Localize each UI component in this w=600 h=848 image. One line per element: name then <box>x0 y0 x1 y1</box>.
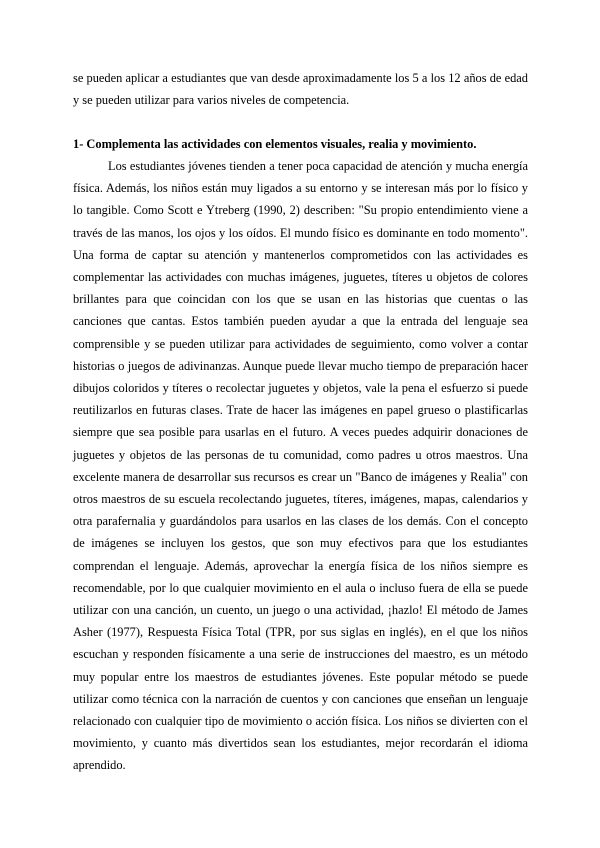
body-paragraph: Los estudiantes jóvenes tienden a tener poca capacidad de atención y mucha energía física. Además, los niños están muy ligados a su entorno y se interesan más por lo físico y lo tangible. Como Scott e Ytreberg (1990, 2) describen: "Su propio entendimiento viene a través de las manos, los ojos y los oídos. El mundo físico es dominante en todo momento". Una forma de captar su atención y mantenerlos comprometidos con las actividades es complementar las actividades con muchas imágenes, juguetes, títeres u objetos de colores brillantes para que coincidan con los que se usan en las historias que cuentas o las canciones que cantas. Estos también pueden ayudar a que la entrada del lenguaje sea comprensible y se pueden utilizar para actividades de seguimiento, como volver a contar historias o juegos de adivinanzas. Aunque puede llevar mucho tiempo de preparación hacer dibujos coloridos y títeres o recolectar juguetes y objetos, vale la pena el esfuerzo si puede reutilizarlos en futuras clases. Trate de hacer las imágenes en papel grueso o plastificarlas siempre que sea posible para usarlas en el futuro. A veces puedes adquirir donaciones de juguetes y objetos de las personas de tu comunidad, como padres u otros maestros. Una excelente manera de desarrollar sus recursos es crear un "Banco de imágenes y Realia" con otros maestros de su escuela recolectando juguetes, títeres, imágenes, mapas, calendarios y otra parafernalia y guardándolos para usarlos en las clases de los demás. Con el concepto de imágenes se incluyen los gestos, que son muy efectivos para que los estudiantes comprendan el lenguaje. Además, aprovechar la energía física de los niños siempre es recomendable, por lo que cualquier movimiento en el aula o incluso fuera de ella se puede utilizar con una canción, un cuento, un juego o una actividad, ¡hazlo! El método de James Asher (1977), Respuesta Física Total (TPR, por sus siglas en inglés), en el que los niños escuchan y responden físicamente a una serie de instrucciones del maestro, es un método muy popular entre los maestros de estudiantes jóvenes. Este popular método se puede utilizar como técnica con la narración de cuentos y con canciones que enseñan un lenguaje relacionado con cualquier tipo de movimiento o acción física. Los niños se divierten con el movimiento, y cuanto más divertidos sean los estudiantes, mejor recordarán el idioma aprendido. <box>73 159 528 773</box>
intro-paragraph: se pueden aplicar a estudiantes que van desde aproximadamente los 5 a los 12 años de edad y se pueden utilizar para varios niveles de competencia. <box>73 71 528 108</box>
section-heading: 1- Complementa las actividades con elementos visuales, realia y movimiento. <box>73 137 477 151</box>
